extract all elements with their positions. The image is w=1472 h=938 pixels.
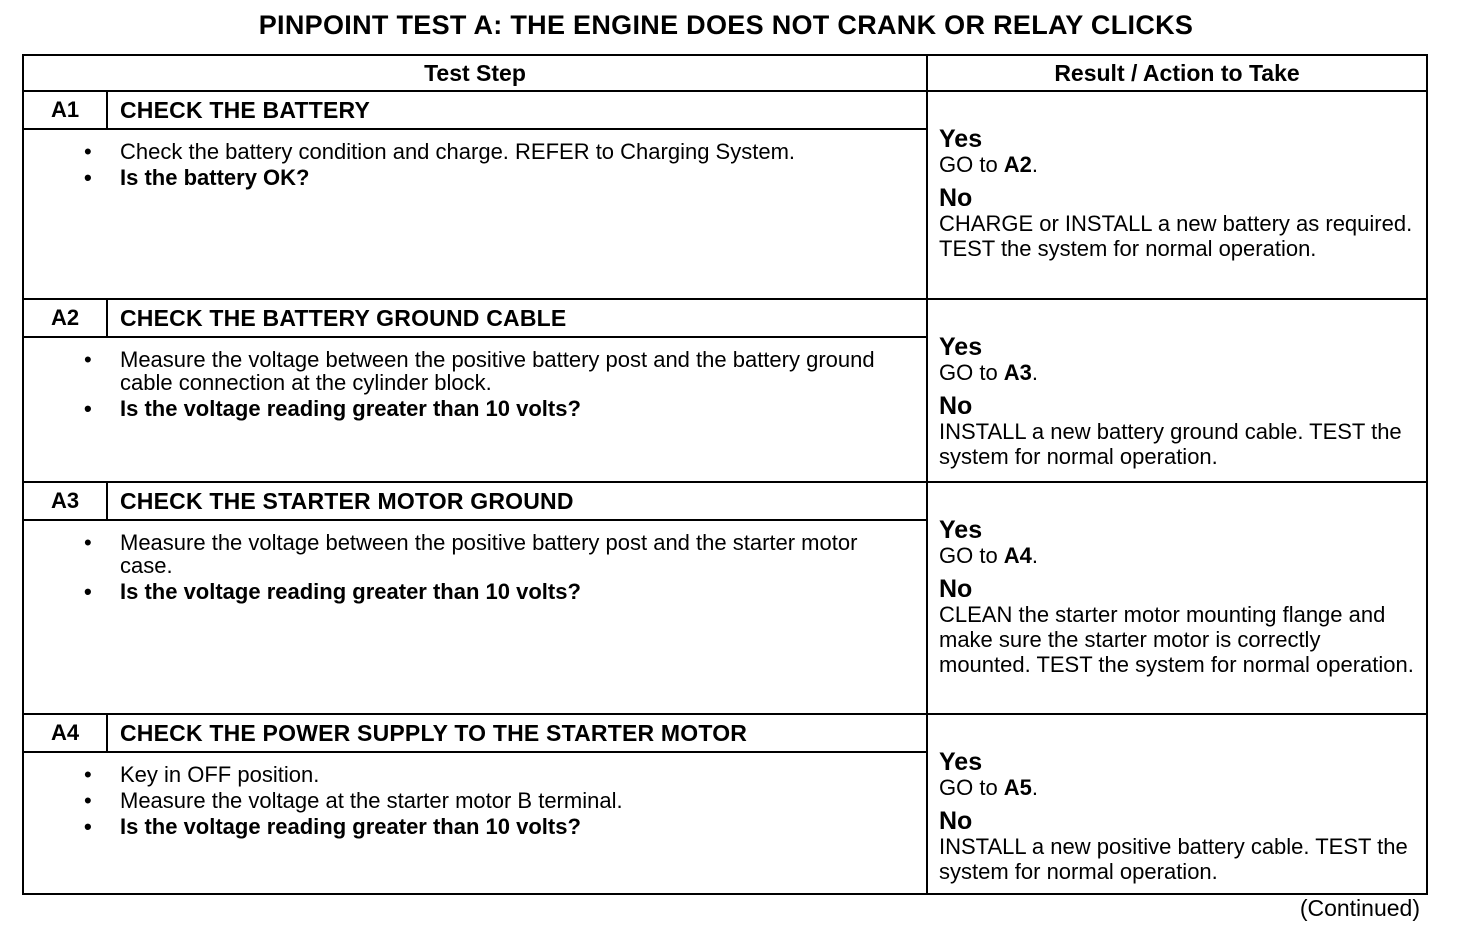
yes-action: GO to A5.: [939, 775, 1039, 800]
yes-action: GO to A3.: [939, 360, 1039, 385]
step-bullet-list: [24, 521, 926, 603]
step-id: A3: [24, 483, 108, 519]
step-title: CHECK THE BATTERY: [120, 96, 371, 123]
yes-action: GO to A4.: [939, 543, 1039, 568]
test-step-header: Test Step: [24, 56, 928, 90]
yes-target-step: A5: [1003, 775, 1032, 800]
yes-action: GO to A2.: [939, 152, 1039, 177]
step-instructions: [24, 92, 928, 298]
no-action: CHARGE or INSTALL a new battery as required. TEST the system for normal operation.: [939, 211, 1413, 261]
step-results: [928, 715, 1426, 893]
no-label: No: [939, 184, 973, 212]
step-heading: [24, 715, 926, 753]
pinpoint-test-table: [22, 54, 1428, 895]
no-action: INSTALL a new battery ground cable. TEST the system for normal operation.: [939, 419, 1402, 469]
no-label: No: [939, 807, 973, 835]
test-step-a3: [24, 483, 1426, 715]
step-heading: [24, 483, 926, 521]
page-title: PINPOINT TEST A: THE ENGINE DOES NOT CRANK OR RELAY CLICKS: [258, 10, 1194, 40]
yes-label: Yes: [939, 333, 983, 361]
step-bullet: • Check the battery condition and charge. REFER to Charging System.: [120, 140, 916, 163]
step-bullet-list: [24, 130, 926, 189]
step-results: [928, 483, 1426, 713]
step-instructions: [24, 483, 928, 713]
test-step-a1: [24, 92, 1426, 300]
no-label: No: [939, 392, 973, 420]
test-step-a4: [24, 715, 1426, 893]
continued-note: (Continued): [1299, 895, 1420, 921]
step-results: [928, 300, 1426, 481]
step-title: CHECK THE POWER SUPPLY TO THE STARTER MOTOR: [120, 719, 748, 746]
step-question: • Is the battery OK?: [120, 166, 916, 189]
yes-label: Yes: [939, 125, 983, 153]
step-id: A1: [24, 92, 108, 128]
yes-target-step: A3: [1003, 360, 1032, 385]
step-question: • Is the voltage reading greater than 10 volts?: [120, 580, 916, 603]
step-id: A4: [24, 715, 108, 751]
step-bullet: • Measure the voltage at the starter motor B terminal.: [120, 789, 916, 812]
step-bullet-list: [24, 753, 926, 838]
yes-action-prefix: GO to: [939, 360, 1004, 385]
step-heading: [24, 92, 926, 130]
step-bullet: • Key in OFF position.: [120, 763, 916, 786]
step-question: • Is the voltage reading greater than 10 volts?: [120, 397, 916, 420]
no-action: CLEAN the starter motor mounting flange and make sure the starter motor is correctly mounted. TEST the system for normal operation.: [939, 602, 1414, 677]
step-results: [928, 92, 1426, 298]
step-title: CHECK THE STARTER MOTOR GROUND: [120, 487, 574, 514]
yes-label: Yes: [939, 748, 983, 776]
table-header: [24, 56, 1426, 92]
yes-label: Yes: [939, 516, 983, 544]
yes-action-prefix: GO to: [939, 775, 1004, 800]
step-bullet: • Measure the voltage between the positive battery post and the starter motor case.: [120, 531, 916, 577]
no-action: INSTALL a new positive battery cable. TEST the system for normal operation.: [939, 834, 1408, 884]
no-label: No: [939, 575, 973, 603]
step-bullet: • Measure the voltage between the positive battery post and the battery ground cable connection at the cylinder block.: [120, 348, 916, 394]
step-id: A2: [24, 300, 108, 336]
yes-action-prefix: GO to: [939, 543, 1004, 568]
yes-target-step: A2: [1003, 152, 1032, 177]
step-instructions: [24, 715, 928, 893]
result-action-header: Result / Action to Take: [1054, 59, 1300, 86]
yes-action-prefix: GO to: [939, 152, 1004, 177]
step-bullet-list: [24, 338, 926, 420]
step-heading: [24, 300, 926, 338]
step-question: • Is the voltage reading greater than 10 volts?: [120, 815, 916, 838]
test-step-a2: [24, 300, 1426, 483]
step-title: CHECK THE BATTERY GROUND CABLE: [120, 304, 567, 331]
yes-target-step: A4: [1003, 543, 1032, 568]
step-instructions: [24, 300, 928, 481]
